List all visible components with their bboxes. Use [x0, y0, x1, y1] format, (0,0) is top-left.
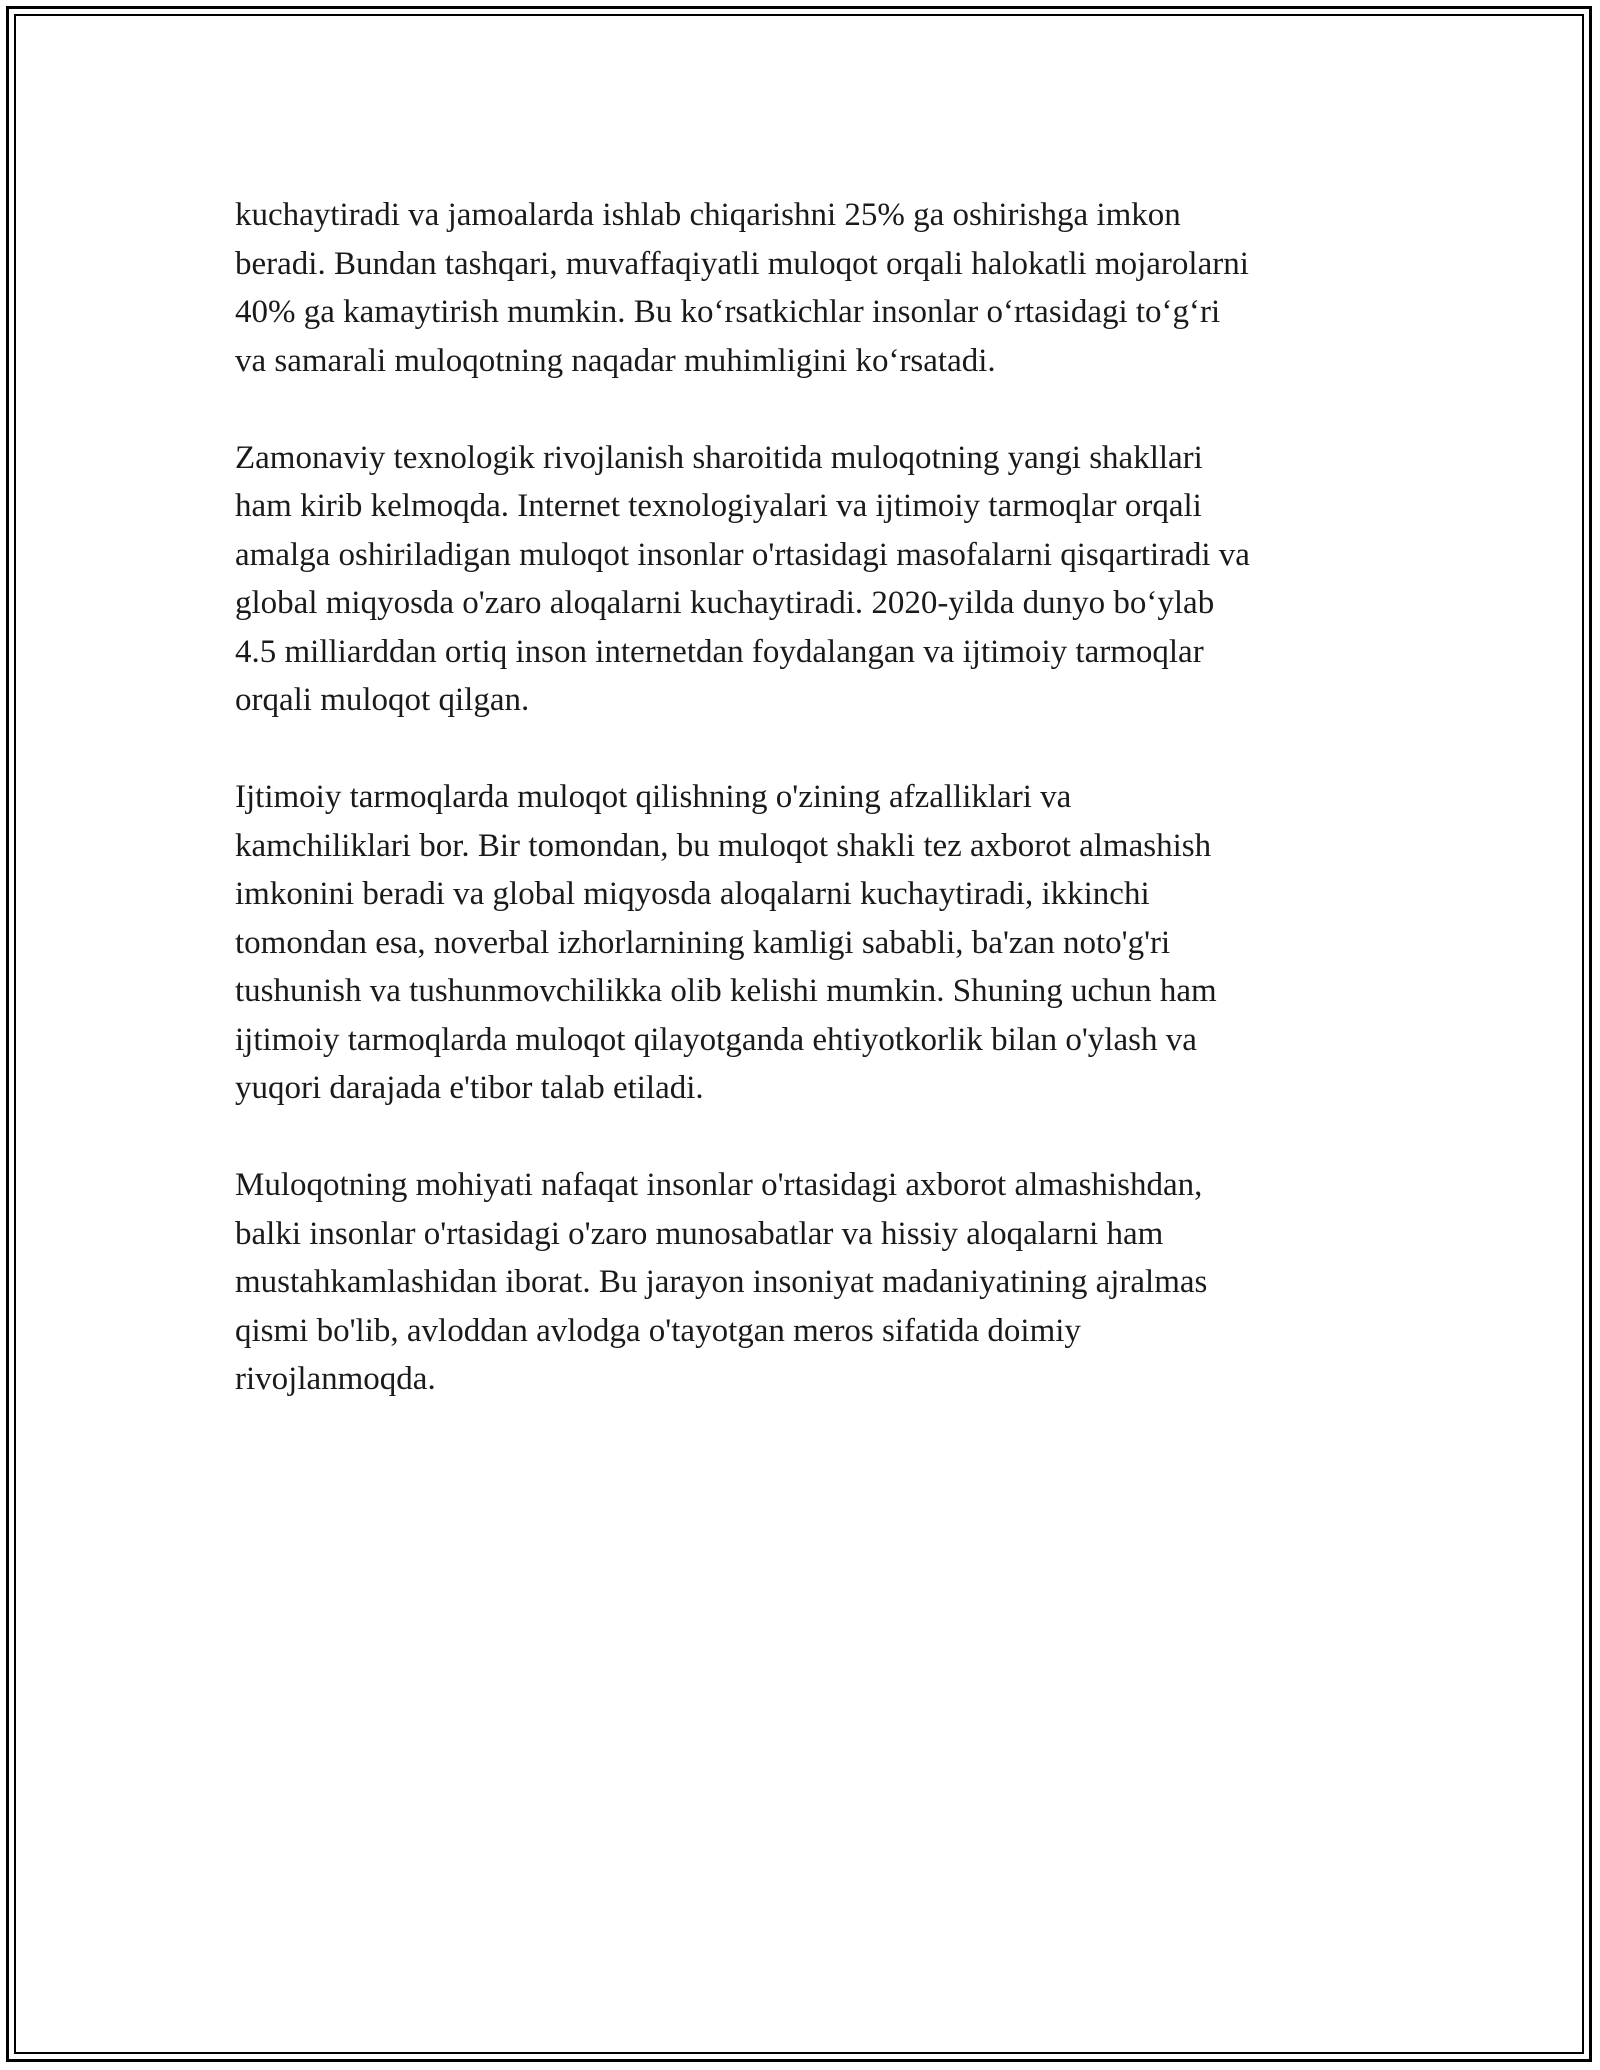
line: ijtimoiy tarmoqlarda muloqot qilayotganda ehtiyotkorlik bilan o'ylash va [235, 1021, 1197, 1058]
document-body [235, 191, 1385, 1452]
line: mustahkamlashidan iborat. Bu jarayon insoniyat madaniyatining ajralmas [235, 1264, 1208, 1300]
line: amalga oshiriladigan muloqot insonlar o'rtasidagi masofalarni qisqartiradi va [235, 536, 1250, 573]
line: Muloqotning mohiyati nafaqat insonlar o'rtasidagi axborot almashishdan, [235, 1167, 1203, 1203]
line: tushunish va tushunmovchilikka olib kelishi mumkin. Shuning uchun ham [235, 973, 1217, 1009]
line: Ijtimoiy tarmoqlarda muloqot qilishning o'zining afzalliklari va [235, 779, 1072, 815]
line: orqali muloqot qilgan. [235, 682, 530, 718]
line: qismi bo'lib, avloddan avlodga o'tayotgan meros sifatida doimiy [235, 1312, 1081, 1349]
line: tomondan esa, noverbal izhorlarnining kamligi sababli, ba'zan noto'g'ri [235, 924, 1171, 961]
line: yuqori darajada e'tibor talab etiladi. [235, 1070, 704, 1106]
line: beradi. Bundan tashqari, muvaffaqiyatli muloqot orqali halokatli mojarolarni [235, 245, 1249, 282]
paragraph-1 [235, 191, 1385, 385]
line: rivojlanmoqda. [235, 1361, 436, 1397]
line: imkonini beradi va global miqyosda aloqalarni kuchaytiradi, ikkinchi [235, 876, 1150, 912]
line: global miqyosda o'zaro aloqalarni kuchaytiradi. 2020-yilda dunyo boʻylab [235, 585, 1215, 621]
paragraph-4 [235, 1161, 1385, 1404]
line: va samarali muloqotning naqadar muhimligini koʻrsatadi. [235, 342, 996, 379]
line: balki insonlar o'rtasidagi o'zaro munosabatlar va hissiy aloqalarni ham [235, 1215, 1164, 1252]
line: Zamonaviy texnologik rivojlanish sharoitida muloqotning yangi shakllari [235, 439, 1203, 476]
line: ham kirib kelmoqda. Internet texnologiyalari va ijtimoiy tarmoqlar orqali [235, 488, 1202, 524]
paragraph-3 [235, 773, 1385, 1113]
line: kuchaytiradi va jamoalarda ishlab chiqarishni 25% ga oshirishga imkon [235, 197, 1181, 233]
line: 4.5 milliarddan ortiq inson internetdan foydalangan va ijtimoiy tarmoqlar [235, 633, 1204, 670]
line: 40% ga kamaytirish mumkin. Bu koʻrsatkichlar insonlar oʻrtasidagi toʻgʻri [235, 294, 1221, 330]
line: kamchiliklari bor. Bir tomondan, bu muloqot shakli tez axborot almashish [235, 827, 1212, 864]
paragraph-2 [235, 434, 1385, 725]
